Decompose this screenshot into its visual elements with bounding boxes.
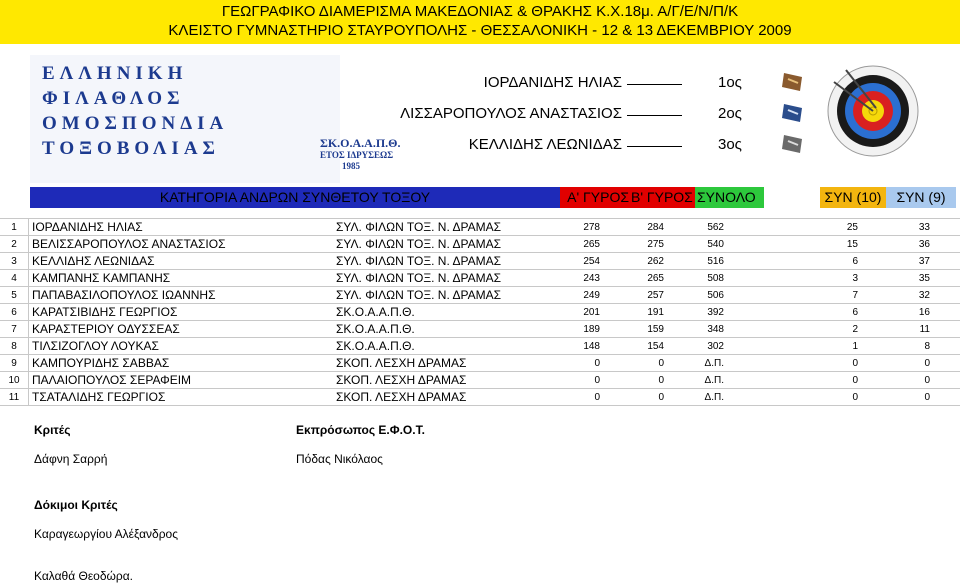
column-header-round1: Α' ΓΥΡΟΣ	[560, 187, 631, 208]
club-cell: ΣΥΛ. ΦΙΛΩΝ ΤΟΞ. Ν. ΔΡΑΜΑΣ	[336, 270, 532, 287]
spacer-cell	[724, 338, 788, 355]
round2-score-cell: 0	[600, 355, 664, 372]
spacer-cell	[724, 270, 788, 287]
syn9-cell: 0	[868, 355, 960, 372]
podium-line-1	[627, 84, 682, 85]
rank-cell: 8	[0, 338, 29, 355]
archery-target-icon	[826, 64, 920, 158]
syn9-cell: 32	[868, 287, 960, 304]
table-row	[0, 219, 960, 236]
podium-line-2	[627, 115, 682, 116]
syn9-cell: 8	[868, 338, 960, 355]
spacer-cell	[724, 253, 788, 270]
spacer-cell	[724, 372, 788, 389]
total-score-cell: 516	[664, 253, 724, 270]
podium-name-1: ΙΟΡΔΑΝΙΔΗΣ ΗΛΙΑΣ	[483, 74, 622, 91]
round1-score-cell: 278	[532, 219, 600, 236]
athlete-name-cell: ΚΑΜΠΟΥΡΙΔΗΣ ΣΑΒΒΑΣ	[29, 355, 337, 372]
total-score-cell: 562	[664, 219, 724, 236]
syn10-cell: 6	[788, 304, 868, 321]
rank-cell: 6	[0, 304, 29, 321]
total-score-cell: Δ.Π.	[664, 372, 724, 389]
syn9-cell: 0	[868, 389, 960, 406]
column-header-syn9: ΣΥΝ (9)	[886, 187, 956, 208]
round1-score-cell: 0	[532, 372, 600, 389]
spacer-cell	[724, 236, 788, 253]
syn10-cell: 2	[788, 321, 868, 338]
trainee-judge-2: Καλαθά Θεοδώρα.	[34, 569, 133, 583]
club-cell: ΣΥΛ. ΦΙΛΩΝ ΤΟΞ. Ν. ΔΡΑΜΑΣ	[336, 287, 532, 304]
round2-score-cell: 159	[600, 321, 664, 338]
club-cell: ΣΚΟΠ. ΛΕΣΧΗ ΔΡΑΜΑΣ	[336, 355, 532, 372]
athlete-name-cell: ΠΑΛΑΙΟΠΟΥΛΟΣ ΣΕΡΑΦΕΙΜ	[29, 372, 337, 389]
podium-place-2: 2ος	[718, 105, 742, 122]
rank-cell: 9	[0, 355, 29, 372]
column-header-spacer	[764, 187, 820, 208]
table-row	[0, 253, 960, 270]
round1-score-cell: 201	[532, 304, 600, 321]
club-logo-founded-year: 1985	[342, 161, 360, 171]
spacer-cell	[724, 389, 788, 406]
rank-cell: 10	[0, 372, 29, 389]
syn9-cell: 33	[868, 219, 960, 236]
round1-score-cell: 0	[532, 389, 600, 406]
syn10-cell: 3	[788, 270, 868, 287]
athlete-name-cell: ΚΕΛΛΙΔΗΣ ΛΕΩΝΙΔΑΣ	[29, 253, 337, 270]
trainee-judges-label: Δόκιμοι Κριτές	[34, 498, 118, 512]
table-row	[0, 355, 960, 372]
round1-score-cell: 189	[532, 321, 600, 338]
total-score-cell: 540	[664, 236, 724, 253]
syn9-cell: 37	[868, 253, 960, 270]
table-row	[0, 287, 960, 304]
spacer-cell	[724, 287, 788, 304]
rank-cell: 1	[0, 219, 29, 236]
round1-score-cell: 265	[532, 236, 600, 253]
rank-cell: 7	[0, 321, 29, 338]
syn10-cell: 1	[788, 338, 868, 355]
round1-score-cell: 0	[532, 355, 600, 372]
athlete-name-cell: ΚΑΡΑΣΤΕΡΙΟΥ ΟΔΥΣΣΕΑΣ	[29, 321, 337, 338]
syn9-cell: 36	[868, 236, 960, 253]
syn10-cell: 25	[788, 219, 868, 236]
judge-name: Δάφνη Σαρρή	[34, 452, 108, 466]
round1-score-cell: 254	[532, 253, 600, 270]
syn9-cell: 11	[868, 321, 960, 338]
logo-word-1: ΕΛΛΗΝΙΚΗ	[42, 63, 188, 84]
medal-icon-3	[780, 133, 806, 155]
table-row	[0, 338, 960, 355]
athlete-name-cell: ΤΣΑΤΑΛΙΔΗΣ ΓΕΩΡΓΙΟΣ	[29, 389, 337, 406]
podium-place-3: 3ος	[718, 136, 742, 153]
total-score-cell: 302	[664, 338, 724, 355]
judges-label: Κριτές	[34, 423, 71, 437]
medal-icon-2	[780, 102, 806, 124]
header-title: ΓΕΩΓΡΑΦΙΚΟ ΔΙΑΜΕΡΙΣΜΑ ΜΑΚΕΔΟΝΙΑΣ & ΘΡΑΚΗΣ Κ.Χ.18μ. Α/Γ/Ε/Ν/Π/Κ	[221, 3, 739, 20]
podium-name-2: ΛΙΣΣΑΡΟΠΟΥΛΟΣ ΑΝΑΣΤΑΣΙΟΣ	[400, 105, 622, 122]
table-row	[0, 304, 960, 321]
club-cell: ΣΚΟΠ. ΛΕΣΧΗ ΔΡΑΜΑΣ	[336, 389, 532, 406]
table-row	[0, 270, 960, 287]
total-score-cell: 506	[664, 287, 724, 304]
club-logo-name: ΣΚ.Ο.Α.Α.Π.Θ.	[320, 136, 401, 150]
syn10-cell: 0	[788, 372, 868, 389]
spacer-cell	[724, 321, 788, 338]
syn10-cell: 0	[788, 355, 868, 372]
round2-score-cell: 284	[600, 219, 664, 236]
total-score-cell: 348	[664, 321, 724, 338]
syn10-cell: 6	[788, 253, 868, 270]
column-header-category: ΚΑΤΗΓΟΡΙΑ ΑΝΔΡΩΝ ΣΥΝΘΕΤΟΥ ΤΟΞΟΥ	[30, 187, 560, 208]
round2-score-cell: 275	[600, 236, 664, 253]
rank-cell: 11	[0, 389, 29, 406]
results-table	[0, 218, 960, 406]
club-cell: ΣΚΟΠ. ΛΕΣΧΗ ΔΡΑΜΑΣ	[336, 372, 532, 389]
club-cell: ΣΥΛ. ΦΙΛΩΝ ΤΟΞ. Ν. ΔΡΑΜΑΣ	[336, 219, 532, 236]
syn10-cell: 7	[788, 287, 868, 304]
column-header-syn10: ΣΥΝ (10)	[820, 187, 886, 208]
medal-icon-1	[780, 71, 806, 93]
results-table-body	[0, 219, 960, 406]
athlete-name-cell: ΤΙΛΣΙΖΟΓΛΟΥ ΛΟΥΚΑΣ	[29, 338, 337, 355]
rank-cell: 3	[0, 253, 29, 270]
round1-score-cell: 243	[532, 270, 600, 287]
athlete-name-cell: ΚΑΜΠΑΝΗΣ ΚΑΜΠΑΝΗΣ	[29, 270, 337, 287]
club-cell: ΣΥΛ. ΦΙΛΩΝ ΤΟΞ. Ν. ΔΡΑΜΑΣ	[336, 253, 532, 270]
club-cell: ΣΥΛ. ΦΙΛΩΝ ΤΟΞ. Ν. ΔΡΑΜΑΣ	[336, 236, 532, 253]
rank-cell: 2	[0, 236, 29, 253]
round2-score-cell: 262	[600, 253, 664, 270]
round1-score-cell: 148	[532, 338, 600, 355]
syn9-cell: 0	[868, 372, 960, 389]
podium-name-3: ΚΕΛΛΙΔΗΣ ΛΕΩΝΙΔΑΣ	[468, 136, 622, 153]
club-logo-founded-label: ΕΤΟΣ ΙΔΡΥΣΕΩΣ	[320, 150, 394, 160]
table-row	[0, 389, 960, 406]
athlete-name-cell: ΒΕΛΙΣΣΑΡΟΠΟΥΛΟΣ ΑΝΑΣΤΑΣΙΟΣ	[29, 236, 337, 253]
club-cell: ΣΚ.Ο.Α.Α.Π.Θ.	[336, 338, 532, 355]
athlete-name-cell: ΚΑΡΑΤΣΙΒΙΔΗΣ ΓΕΩΡΓΙΟΣ	[29, 304, 337, 321]
representative-name: Πόδας Νικόλαος	[296, 452, 383, 466]
round2-score-cell: 265	[600, 270, 664, 287]
rank-cell: 4	[0, 270, 29, 287]
athlete-name-cell: ΙΟΡΔΑΝΙΔΗΣ ΗΛΙΑΣ	[29, 219, 337, 236]
club-cell: ΣΚ.Ο.Α.Α.Π.Θ.	[336, 304, 532, 321]
spacer-cell	[724, 219, 788, 236]
round2-score-cell: 0	[600, 389, 664, 406]
total-score-cell: 392	[664, 304, 724, 321]
column-header-round2: Β' ΓΥΡΟΣ	[631, 187, 695, 208]
round1-score-cell: 249	[532, 287, 600, 304]
logo-word-4: ΤΟΞΟΒΟΛΙΑΣ	[42, 138, 220, 159]
athlete-name-cell: ΠΑΠΑΒΑΣΙΛΟΠΟΥΛΟΣ ΙΩΑΝΝΗΣ	[29, 287, 337, 304]
club-cell: ΣΚ.Ο.Α.Α.Π.Θ.	[336, 321, 532, 338]
table-row	[0, 321, 960, 338]
total-score-cell: 508	[664, 270, 724, 287]
header-subtitle: ΚΛΕΙΣΤΟ ΓΥΜΝΑΣΤΗΡΙΟ ΣΤΑΥΡΟΥΠΟΛΗΣ - ΘΕΣΣΑΛΟΝΙΚΗ - 12 & 13 ΔΕΚΕΜΒΡΙΟΥ 2009	[168, 22, 792, 39]
table-row	[0, 372, 960, 389]
syn10-cell: 0	[788, 389, 868, 406]
podium-place-1: 1ος	[718, 74, 742, 91]
total-score-cell: Δ.Π.	[664, 389, 724, 406]
logo-word-2: ΦΙΛΑΘΛΟΣ	[42, 88, 185, 109]
total-score-cell: Δ.Π.	[664, 355, 724, 372]
round2-score-cell: 154	[600, 338, 664, 355]
spacer-cell	[724, 355, 788, 372]
table-row	[0, 236, 960, 253]
column-header-total: ΣΥΝΟΛΟ	[695, 187, 764, 208]
spacer-cell	[724, 304, 788, 321]
round2-score-cell: 0	[600, 372, 664, 389]
podium-line-3	[627, 146, 682, 147]
trainee-judge-1: Καραγεωργίου Αλέξανδρος	[34, 527, 178, 541]
syn9-cell: 35	[868, 270, 960, 287]
federation-logo	[30, 55, 340, 183]
logo-word-3: ΟΜΟΣΠΟΝΔΙΑ	[42, 113, 229, 134]
syn10-cell: 15	[788, 236, 868, 253]
round2-score-cell: 191	[600, 304, 664, 321]
round2-score-cell: 257	[600, 287, 664, 304]
syn9-cell: 16	[868, 304, 960, 321]
rank-cell: 5	[0, 287, 29, 304]
header-banner	[0, 0, 960, 44]
representative-label: Εκπρόσωπος Ε.Φ.Ο.Τ.	[296, 423, 425, 437]
